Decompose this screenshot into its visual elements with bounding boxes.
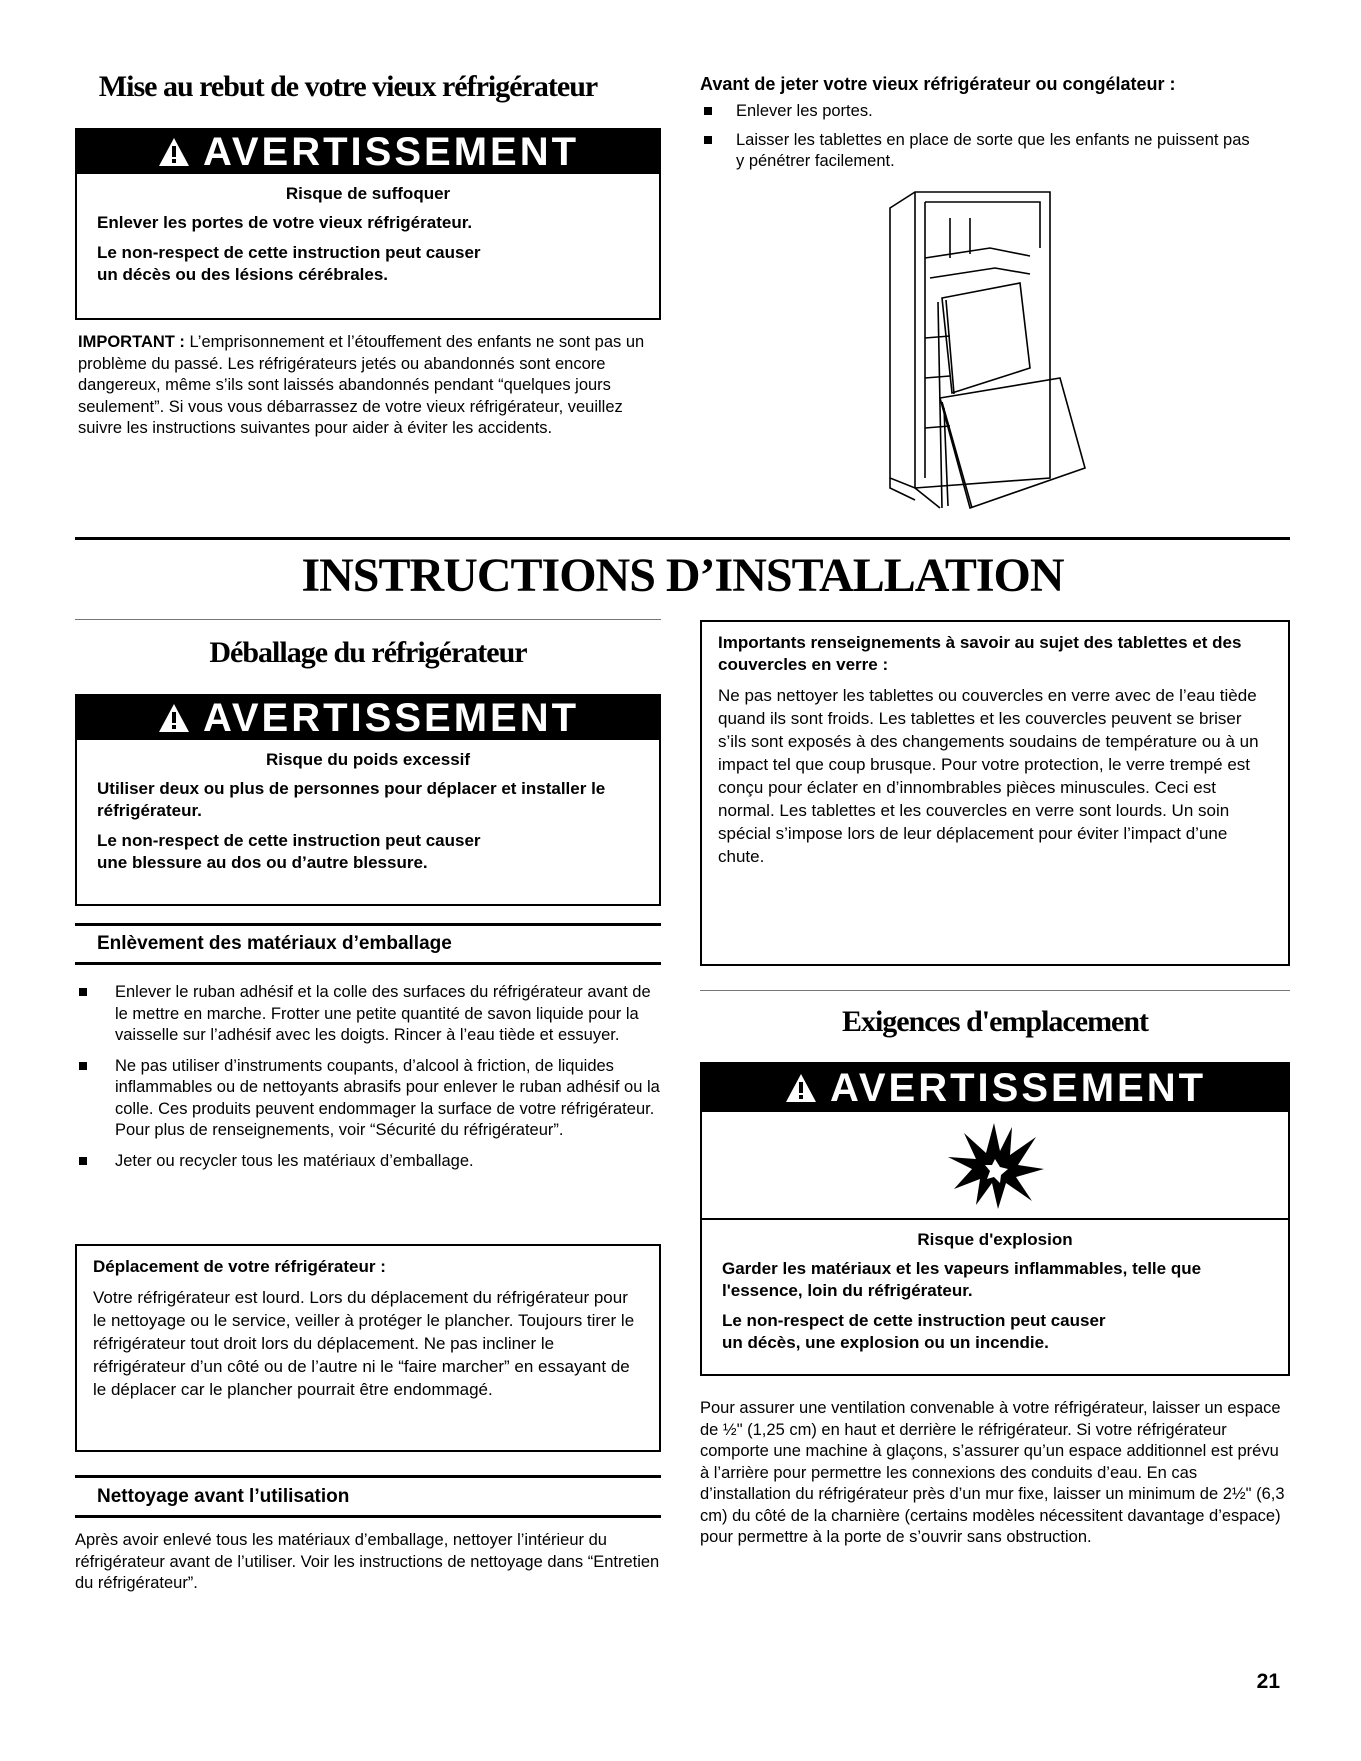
warning-banner-label: AVERTISSEMENT (202, 695, 580, 740)
warning-instruction: Enlever les portes de votre vieux réfrigérateur. (97, 213, 473, 232)
disposal-title: Mise au rebut de votre vieux réfrigérateur (98, 70, 598, 103)
warning-hazard: Risque d'explosion (917, 1230, 1073, 1249)
list-item: Jeter ou recycler tous les matériaux d’emballage. (75, 1151, 665, 1173)
cleaning-rule-bottom (75, 1515, 661, 1518)
moving-text: Votre réfrigérateur est lourd. Lors du déplacement du réfrigérateur pour le nettoyage ou le service, veiller à protéger le plancher. Toujours tirer le réfrigérateur tout droit lors du déplacement. Ne pas incliner le réfrigérateur d’un côté ou de l’autre ni le “faire marcher” en essayant de le déplacer car le plancher pourrait être endommagé. (93, 1288, 635, 1399)
explosion-icon (940, 1117, 1050, 1213)
list-item: Ne pas utiliser d’instruments coupants, d’alcool à friction, de liquides inflammables ou de nettoyants abrasifs pour enlever le ruban adhésif ou la colle. Ces produits peuvent endommager la surface de votre réfrigérateur. Pour plus de renseignements, voir “Sécurité du réfrigérateur”. (75, 1056, 665, 1142)
warning-triangle-icon (157, 702, 191, 734)
divider-right (700, 990, 1290, 991)
warning-hazard: Risque du poids excessif (265, 750, 471, 769)
glass-shelves-text: Ne pas nettoyer les tablettes ou couvercles en verre avec de l’eau tiède quand ils sont froids. Les tablettes et les couvercles peuvent se briser s’ils sont exposés à des changements soudains de température ou à un impact tel que coup brusque. Pour votre protection, le verre trempé est conçu pour éclater en d’innombrables pièces minuscules. Ceci est normal. Les tablettes et les couvercles en verre sont lourds. Un soin spécial s’impose lors de leur déplacement pour éviter l’impact d’une chute. (718, 686, 1259, 866)
explosion-icon-panel (702, 1112, 1288, 1220)
before-discard-list (700, 101, 1290, 173)
warning-instruction: Utiliser deux ou plus de personnes pour déplacer et installer le réfrigérateur. (97, 779, 606, 820)
important-paragraph: IMPORTANT : L’emprisonnement et l’étouffement des enfants ne sont pas un problème du passé. Les réfrigérateurs jetés ou abandonnés sont encore dangereux, même s’ils sont laissés abandonnés pendant “quelques jours seulement”. Si vous vous débarrassez de votre vieux réfrigérateur, veuillez suivre les instructions suivantes pour aider à éviter les accidents. (78, 333, 645, 437)
warning-triangle-icon (157, 136, 191, 168)
suffocation-warning-box (75, 128, 661, 320)
list-item: Enlever les portes. (700, 101, 1290, 123)
warning-banner (77, 130, 659, 174)
removal-list (75, 982, 665, 1179)
cleaning-rule-top (75, 1475, 661, 1478)
warning-consequence: Le non-respect de cette instruction peut causer un décès ou des lésions cérébrales. (97, 243, 481, 284)
moving-info-box (75, 1244, 661, 1452)
refrigerator-doors-removed-illustration (880, 188, 1120, 518)
warning-hazard: Risque de suffoquer (285, 184, 451, 203)
important-label: IMPORTANT : (78, 333, 185, 351)
before-discard-title: Avant de jeter votre vieux réfrigérateur ou congélateur : (700, 74, 1176, 94)
page-number: 21 (1256, 1670, 1280, 1693)
glass-shelves-info-box (700, 620, 1290, 966)
list-item: Enlever le ruban adhésif et la colle des surfaces du réfrigérateur avant de le mettre en marche. Frotter une petite quantité de savon liquide pour la vaisselle sur l’adhésif avec les doigts. Rincer à l’eau tiède et essuyer. (75, 982, 665, 1047)
warning-banner (702, 1064, 1288, 1112)
cleaning-text: Après avoir enlevé tous les matériaux d’emballage, nettoyer l’intérieur du réfrigérateur avant de l’utiliser. Voir les instructions de nettoyage dans “Entretien du réfrigérateur”. (75, 1531, 660, 1592)
removal-title: Enlèvement des matériaux d’emballage (97, 933, 452, 954)
before-discard-section (700, 74, 1290, 180)
removal-rule-top (75, 923, 661, 926)
main-title-rule (75, 537, 1290, 540)
warning-consequence: Le non-respect de cette instruction peut causer un décès, une explosion ou un incendie. (722, 1311, 1106, 1352)
moving-title: Déplacement de votre réfrigérateur : (93, 1257, 386, 1276)
warning-banner-label: AVERTISSEMENT (202, 129, 580, 174)
list-item: Laisser les tablettes en place de sorte que les enfants ne puissent pas y pénétrer facilement. (700, 130, 1256, 173)
explosion-warning-box (700, 1062, 1290, 1376)
weight-warning-box (75, 694, 661, 906)
location-text: Pour assurer une ventilation convenable à votre réfrigérateur, laisser un espace de ½" (1,25 cm) en haut et derrière le réfrigérateur. Si votre réfrigérateur comporte une machine à glaçons, s’assurer qu’un espace additionnel est prévu à l’arrière pour permettre les connexions des conduits d’eau. En cas d’installation du réfrigérateur près d’un mur fixe, laisser un minimum de 2½" (6,3 cm) du côté de la charnière (certains modèles nécessitent davantage d’espace) pour permettre à la porte de s’ouvrir sans obstruction. (700, 1399, 1285, 1546)
location-title: Exigences d'emplacement (841, 1005, 1149, 1038)
warning-instruction: Garder les matériaux et les vapeurs inflammables, telle que l'essence, loin du réfrigérateur. (722, 1259, 1202, 1300)
divider-left (75, 619, 661, 620)
warning-banner (77, 696, 659, 740)
glass-shelves-title: Importants renseignements à savoir au sujet des tablettes et des couvercles en verre : (718, 633, 1242, 674)
warning-triangle-icon (784, 1072, 818, 1104)
main-title: INSTRUCTIONS D’INSTALLATION (301, 549, 1064, 602)
cleaning-title: Nettoyage avant l’utilisation (97, 1486, 350, 1507)
warning-consequence: Le non-respect de cette instruction peut causer une blessure au dos ou d’autre blessure. (97, 831, 481, 872)
unpacking-title: Déballage du réfrigérateur (209, 636, 527, 669)
removal-rule-bottom (75, 962, 661, 965)
warning-banner-label: AVERTISSEMENT (829, 1065, 1207, 1110)
